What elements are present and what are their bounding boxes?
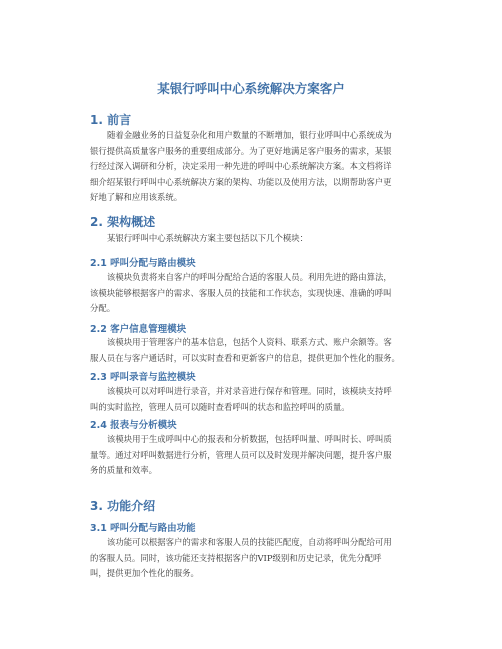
document-title: 某银行呼叫中心系统解决方案客户	[157, 81, 345, 96]
text-line: 分配。	[90, 303, 116, 313]
subsection-heading-routing-feature: 3.1 呼叫分配与路由功能	[90, 523, 196, 534]
section-heading-architecture: 2. 架构概述	[90, 215, 156, 229]
text-line: 该模块能够根据客户的需求、客服人员的技能和工作状态，实现快速、准确的呼叫	[90, 287, 392, 298]
text-line: 银行提供高质量客户服务的重要组成部分。为了更好地满足客户服务的需求，某银	[90, 145, 392, 156]
section-heading-preface: 1. 前言	[90, 113, 132, 127]
text-line: 细介绍某银行呼叫中心系统解决方案的架构、功能以及使用方法，以期帮助客户更	[90, 176, 392, 187]
subsection-heading-reports: 2.4 报表与分析模块	[90, 420, 177, 431]
architecture-intro	[90, 231, 441, 247]
subsection-heading-recording: 2.3 呼叫录音与监控模块	[90, 372, 196, 383]
text-line: 某银行呼叫中心系统解决方案主要包括以下几个模块：	[107, 233, 308, 243]
call-routing-paragraph	[90, 270, 441, 317]
text-line: 该模块可以对呼叫进行录音，并对录音进行保存和管理。同时，该模块支持呼	[107, 386, 392, 396]
text-line: 服人员在与客户通话时，可以实时查看和更新客户的信息，提供更加个性化的服务。	[90, 352, 400, 363]
reports-paragraph	[90, 432, 441, 479]
routing-feature-paragraph	[90, 535, 441, 582]
text-line: 该模块用于管理客户的基本信息，包括个人资料、联系方式、账户余额等。客	[107, 337, 392, 347]
preface-paragraph	[90, 128, 441, 206]
text-line: 该功能可以根据客户的需求和客服人员的技能匹配度，自动将呼叫分配给可用	[107, 537, 392, 547]
text-line: 好地了解和应用该系统。	[90, 192, 183, 202]
recording-paragraph	[90, 384, 441, 415]
text-line: 该模块负责将来自客户的呼叫分配给合适的客服人员。利用先进的路由算法，	[107, 272, 392, 282]
text-line: 量等。通过对呼叫数据进行分析，管理人员可以及时发现并解决问题，提升客户服	[90, 449, 392, 460]
text-line: 该模块用于生成呼叫中心的报表和分析数据，包括呼叫量、呼叫时长、呼叫质	[107, 434, 392, 444]
text-line: 的客服人员。同时，该功能还支持根据客户的VIP级别和历史记录，优先分配呼	[90, 552, 382, 563]
text-line: 随着金融业务的日益复杂化和用户数量的不断增加，银行业呼叫中心系统成为	[107, 130, 392, 140]
text-line: 行经过深入调研和分析，决定采用一种先进的呼叫中心系统解决方案。本文档将详	[90, 161, 392, 171]
text-line: 叫，提供更加个性化的服务。	[90, 568, 199, 578]
customer-info-paragraph	[90, 335, 441, 366]
text-line: 务的质量和效率。	[90, 465, 157, 475]
section-heading-features: 3. 功能介绍	[90, 499, 156, 513]
subsection-heading-call-routing: 2.1 呼叫分配与路由模块	[90, 258, 196, 269]
text-line: 叫的实时监控，管理人员可以随时查看呼叫的状态和监控呼叫的质量。	[90, 401, 350, 412]
subsection-heading-customer-info: 2.2 客户信息管理模块	[90, 324, 187, 335]
